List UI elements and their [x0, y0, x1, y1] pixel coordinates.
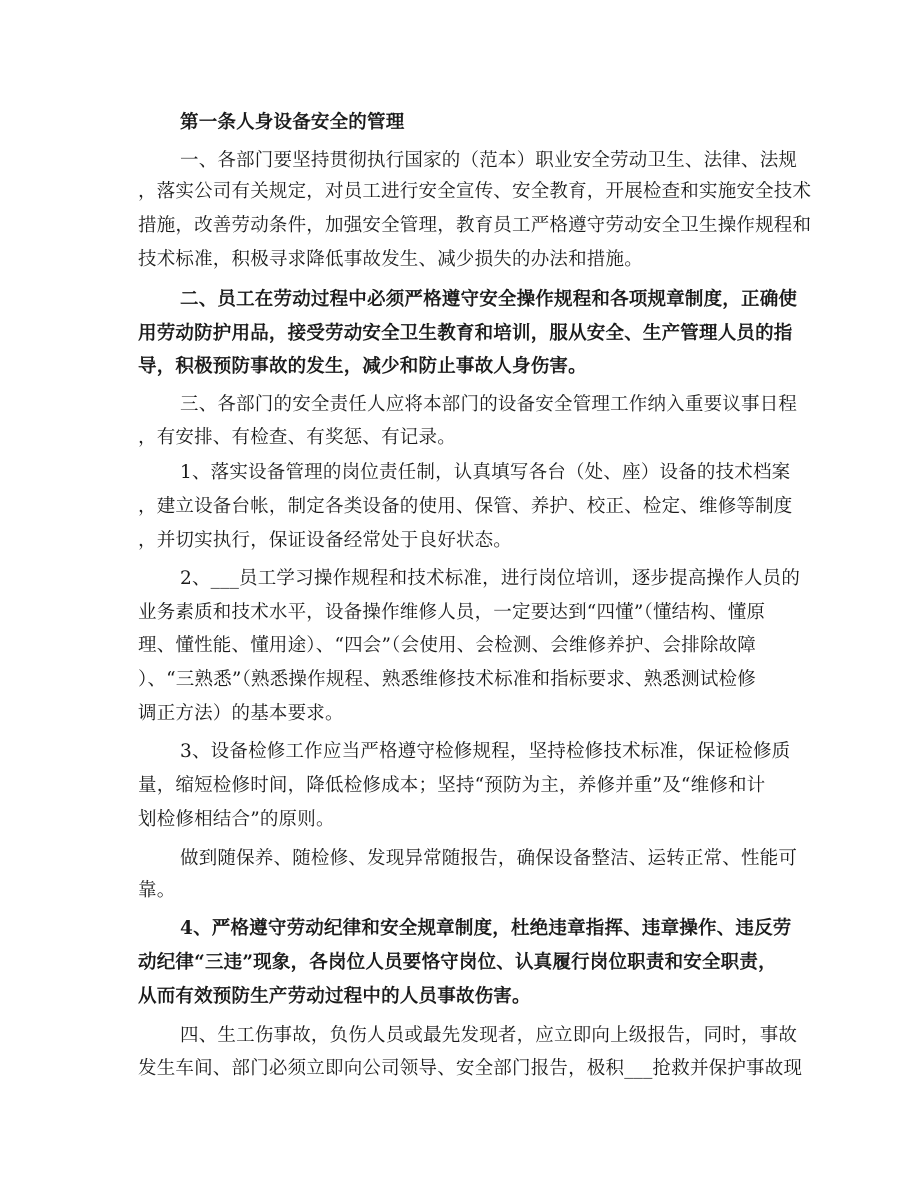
paragraph-line: 四、生工伤事故，负伤人员或最先发现者，应立即向上级报告，同时，事故	[180, 1025, 798, 1046]
paragraph-line: 业务素质和技术水平，设备操作维修人员，一定要达到“四懂”（懂结构、懂原	[138, 602, 766, 623]
paragraph-line: 划检修相结合”的原则。	[138, 809, 335, 830]
document-title: 第一条人身设备安全的管理	[180, 112, 405, 133]
paragraph-line: ，有安排、有检查、有奖惩、有记录。	[138, 427, 456, 448]
paragraph-line: 4、严格遵守劳动纪律和安全规章制度，杜绝违章指挥、违章操作、违反劳	[180, 918, 792, 939]
paragraph-line: 用劳动防护用品，接受劳动安全卫生教育和培训，服从安全、生产管理人员的指	[138, 323, 793, 344]
paragraph-line: ，并切实执行，保证设备经常处于良好状态。	[138, 530, 513, 551]
paragraph-line: ）、“三熟悉”（熟悉操作规程、熟悉维修技术标准和指标要求、熟悉测试检修	[138, 669, 756, 690]
paragraph-line: 理、懂性能、懂用途）、“四会”（会使用、会检测、会维修养护、会排除故障	[138, 635, 756, 656]
paragraph-line: 技术标准，积极寻求降低事故发生、减少损失的办法和措施。	[138, 249, 643, 270]
paragraph-line: 从而有效预防生产劳动过程中的人员事故伤害。	[138, 986, 531, 1007]
paragraph-line: 1、落实设备管理的岗位责任制，认真填写各台（处、座）设备的技术档案	[180, 462, 791, 483]
paragraph-line: 一、各部门要坚持贯彻执行国家的（范本）职业安全劳动卫生、法律、法规	[180, 150, 798, 171]
paragraph-line: 3、设备检修工作应当严格遵守检修规程，坚持检修技术标准，保证检修质	[180, 741, 791, 762]
paragraph-line: 动纪律“三违”现象，各岗位人员要恪守岗位、认真履行岗位职责和安全职责，	[138, 952, 777, 973]
paragraph-line: ，建立设备台帐，制定各类设备的使用、保管、养护、校正、检定、维修等制度	[138, 496, 793, 517]
paragraph-line: 措施，改善劳动条件，加强安全管理，教育员工严格遵守劳动安全卫生操作规程和	[138, 215, 812, 236]
paragraph-line: 靠。	[138, 880, 176, 901]
paragraph-line: 三、各部门的安全责任人应将本部门的设备安全管理工作纳入重要议事日程	[180, 394, 798, 415]
paragraph-line: 发生车间、部门必须立即向公司领导、安全部门报告，极积___抢救并保护事故现	[138, 1058, 803, 1079]
paragraph-line: 2、___员工学习操作规程和技术标准，进行岗位培训，逐步提高操作人员的	[180, 568, 801, 589]
paragraph-line: 量，缩短检修时间，降低检修成本；坚持“预防为主，养修并重”及“维修和计	[138, 775, 766, 796]
paragraph-line: 二、员工在劳动过程中必须严格遵守安全操作规程和各项规章制度，正确使	[180, 289, 798, 310]
paragraph-line: ，落实公司有关规定，对员工进行安全宣传、安全教育，开展检查和实施安全技术	[138, 181, 812, 202]
paragraph-line: 做到随保养、随检修、发现异常随报告，确保设备整洁、运转正常、性能可	[180, 848, 798, 869]
paragraph-line: 导，积极预防事故的发生，减少和防止事故人身伤害。	[138, 356, 587, 377]
paragraph-line: 调正方法）的基本要求。	[138, 703, 344, 724]
